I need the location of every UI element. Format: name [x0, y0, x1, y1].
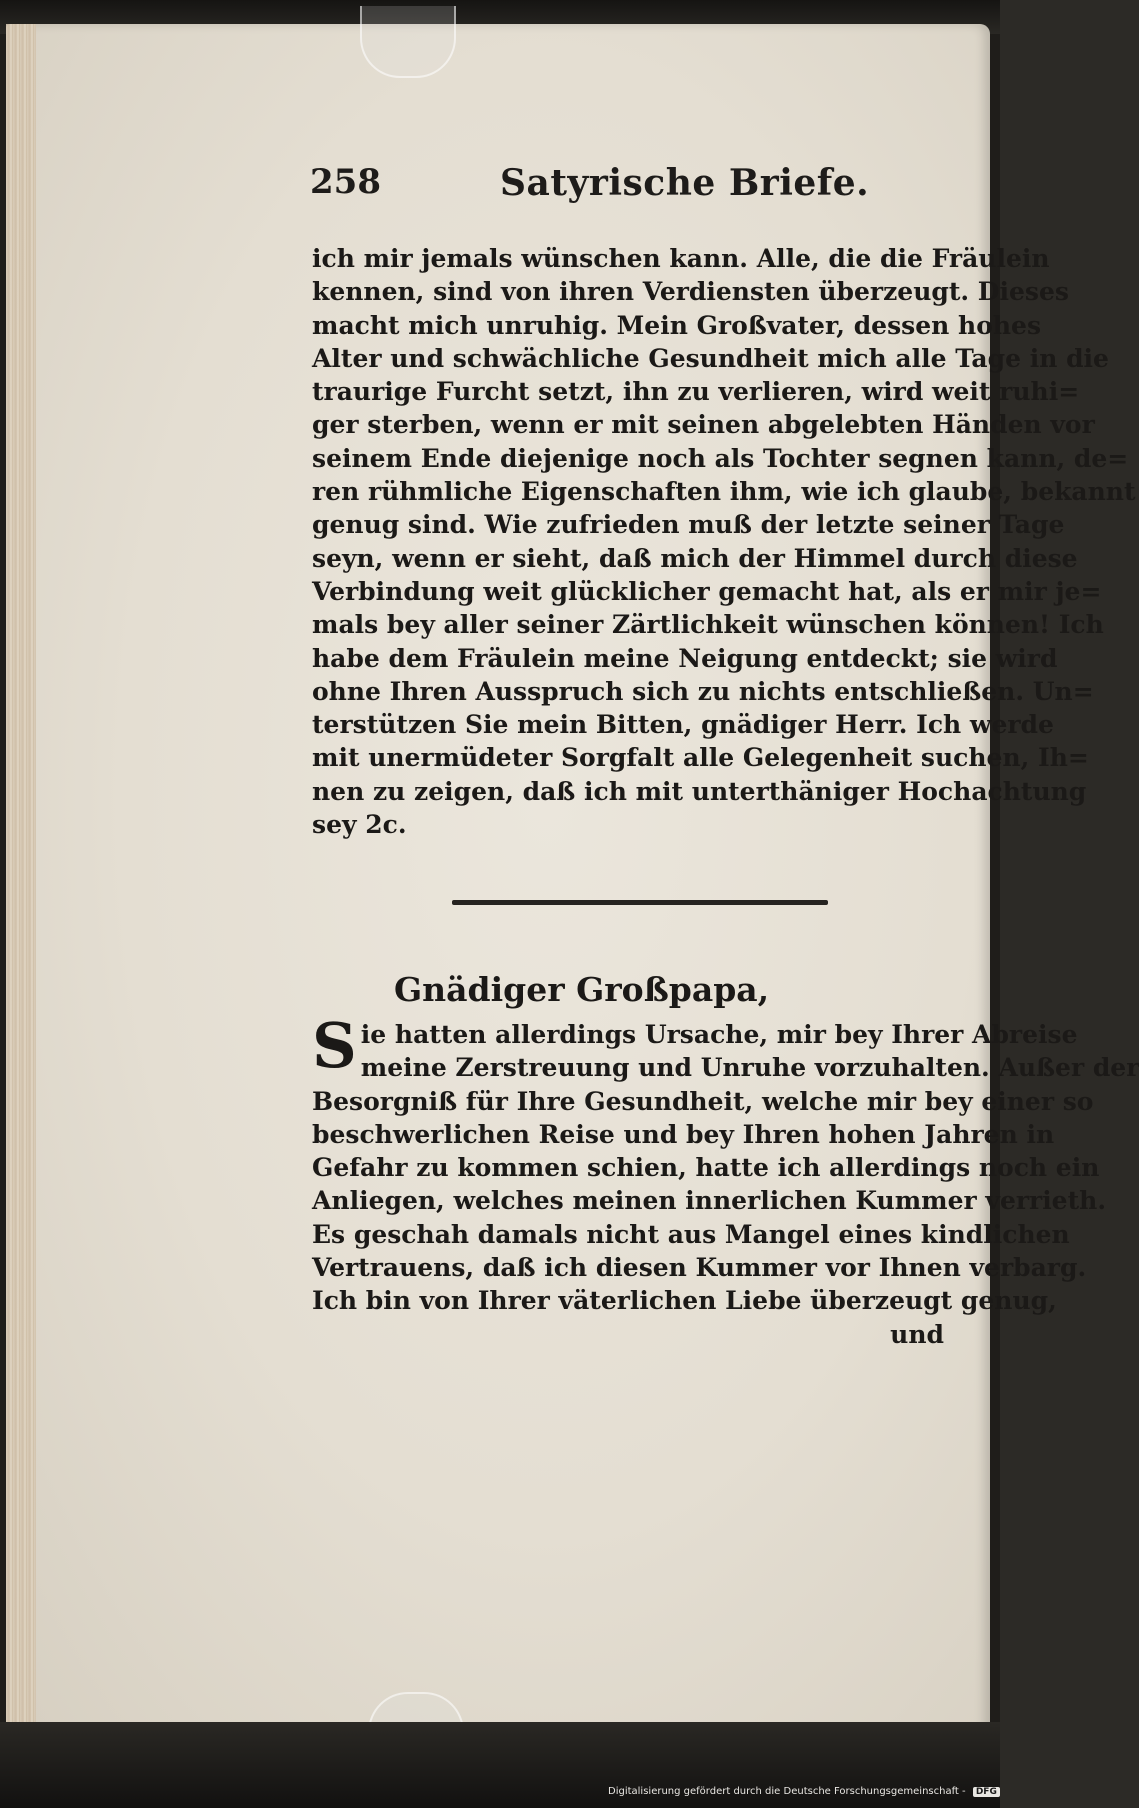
text-line: Ich bin von Ihrer väterlichen Liebe überzeugt genug,: [312, 1286, 1057, 1316]
text-line: ger sterben, wenn er mit seinen abgelebten Händen vor: [312, 410, 1095, 440]
text-line: habe dem Fräulein meine Neigung entdeckt; sie wird: [312, 643, 1058, 673]
catchword: und: [890, 1319, 944, 1349]
text-line: ich mir jemals wünschen kann. Alle, die die Fräulein: [312, 244, 1050, 273]
text-line: ren rühmliche Eigenschaften ihm, wie ich glaube, bekannt: [312, 477, 1136, 507]
page-number: 258: [310, 162, 381, 202]
text-line: terstützen Sie mein Bitten, gnädiger Herr. Ich werde: [312, 710, 1054, 740]
dfg-logo: DFG: [973, 1787, 1000, 1797]
drop-capital: S: [312, 1009, 357, 1082]
text-line: Gefahr zu kommen schien, hatte ich allerdings noch ein: [312, 1153, 1100, 1183]
digitization-credit: [608, 1786, 1000, 1797]
text-line: traurige Furcht setzt, ihn zu verlieren, wird weit ruhi=: [312, 377, 1080, 407]
text-line: Alter und schwächliche Gesundheit mich alle Tage in die: [312, 343, 1109, 373]
text-line: meine Zerstreuung und Unruhe vorzuhalten. Außer der: [360, 1053, 1139, 1083]
text-line: ie hatten allerdings Ursache, mir bey Ihrer Abreise: [360, 1020, 1078, 1049]
text-line: mit unermüdeter Sorgfalt alle Gelegenheit suchen, Ih=: [312, 743, 1089, 773]
section-divider-rule: [452, 900, 828, 905]
letter-2-salutation: Gnädiger Großpapa,: [394, 970, 770, 1009]
top-book-clip: [360, 6, 456, 78]
page-edges: [6, 24, 36, 1736]
text-line: mals bey aller seiner Zärtlichkeit wünschen können! Ich: [312, 610, 1104, 640]
text-line: Besorgniß für Ihre Gesundheit, welche mir bey einer so: [312, 1086, 1094, 1116]
text-line: nen zu zeigen, daß ich mit unterthäniger Hochachtung: [312, 776, 1087, 806]
text-line: ohne Ihren Ausspruch sich zu nichts entschließen. Un=: [312, 676, 1094, 706]
text-line: beschwerlichen Reise und bey Ihren hohen Jahren in: [312, 1119, 1055, 1149]
text-line: genug sind. Wie zufrieden muß der letzte seiner Tage: [312, 510, 1065, 540]
text-line: kennen, sind von ihren Verdiensten überzeugt. Dieses: [312, 277, 1069, 307]
running-head: Satyrische Briefe.: [500, 162, 870, 204]
text-line: macht mich unruhig. Mein Großvater, dessen hohes: [312, 310, 1042, 340]
letter-2-text: [312, 1009, 1139, 1351]
page-header: [310, 162, 950, 212]
letter-1-text: [312, 242, 1136, 841]
text-line: seinem Ende diejenige noch als Tochter segnen kann, de=: [312, 443, 1129, 473]
text-line: Verbindung weit glücklicher gemacht hat, als er mir je=: [312, 576, 1102, 606]
text-line: Anliegen, welches meinen innerlichen Kummer verrieth.: [312, 1186, 1107, 1216]
text-line: Es geschah damals nicht aus Mangel eines kindlichen: [312, 1219, 1070, 1249]
text-line: seyn, wenn er sieht, daß mich der Himmel durch diese: [312, 543, 1078, 573]
text-line: Vertrauens, daß ich diesen Kummer vor Ihnen verbarg.: [312, 1253, 1087, 1283]
credit-text: Digitalisierung gefördert durch die Deutsche Forschungsgemeinschaft -: [608, 1786, 966, 1797]
text-line: sey 2c.: [312, 810, 407, 840]
